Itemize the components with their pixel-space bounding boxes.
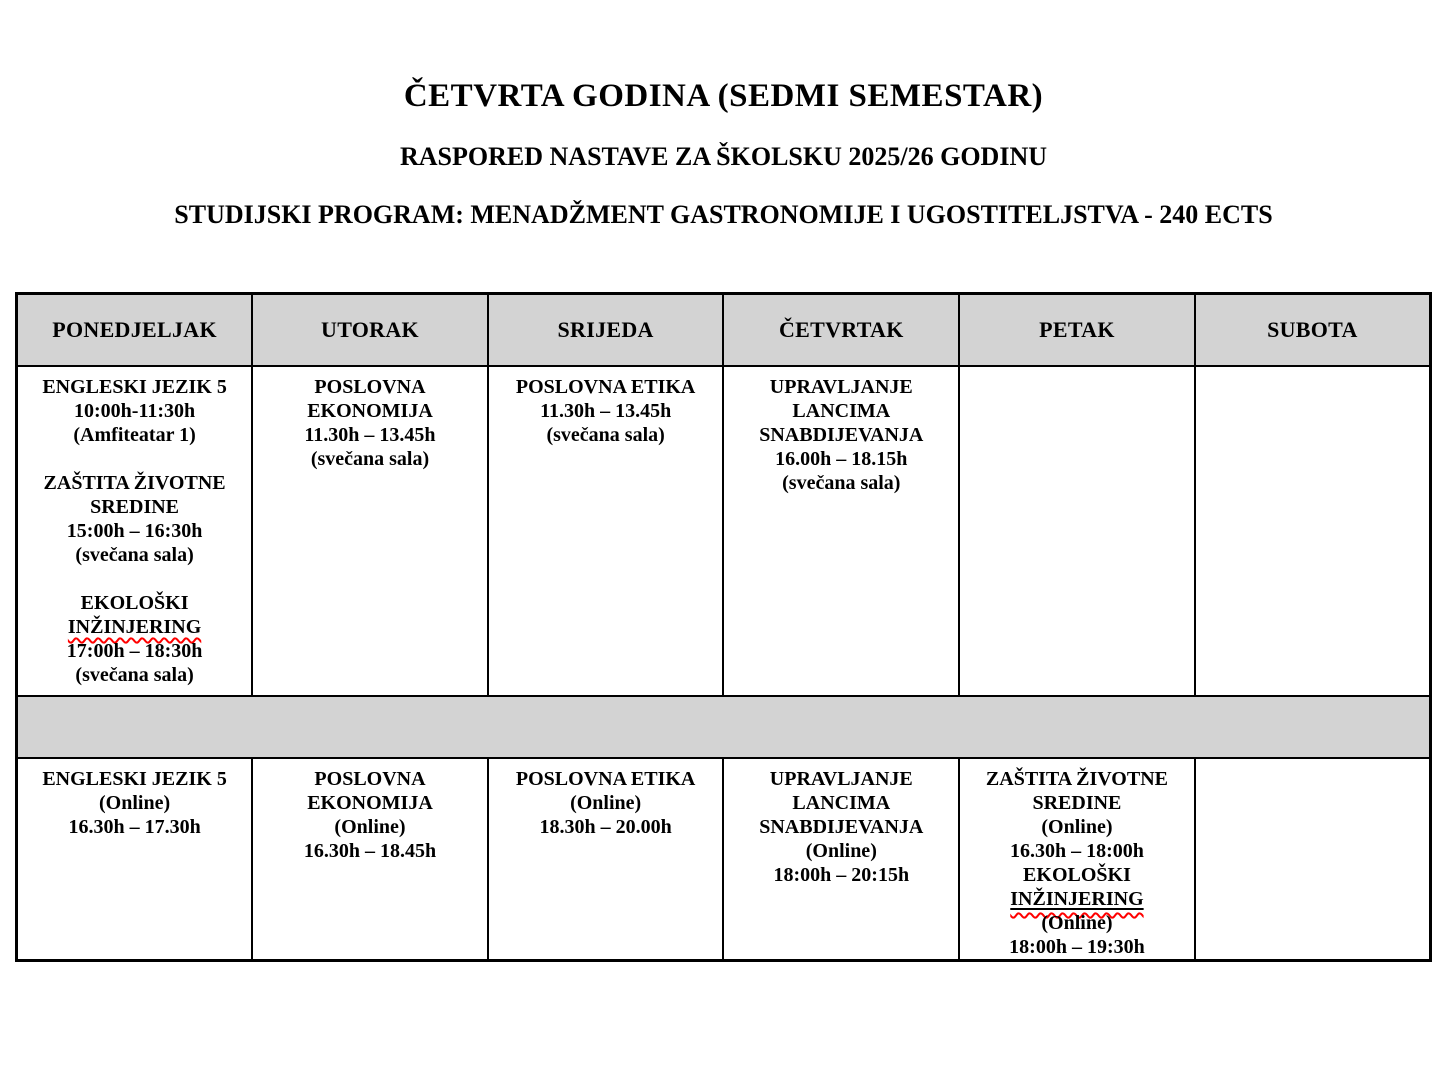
cell-line: UPRAVLJANJE bbox=[769, 376, 913, 398]
cell-ponedjeljak-onsite bbox=[17, 366, 253, 696]
program-title: STUDIJSKI PROGRAM: MENADŽMENT GASTRONOMIJE I UGOSTITELJSTVA - 240 ECTS bbox=[174, 200, 1273, 229]
cell-line: (Online) bbox=[1041, 816, 1113, 838]
cell-petak-onsite bbox=[959, 366, 1195, 696]
cell-line: 10:00h-11:30h bbox=[74, 400, 196, 422]
cell-line: (Online) bbox=[334, 816, 406, 838]
cell-line: (Online) bbox=[805, 840, 877, 862]
page-title: ČETVRTA GODINA (SEDMI SEMESTAR) bbox=[403, 78, 1044, 114]
day-header-row bbox=[17, 294, 1431, 367]
cell-line: EKOLOŠKI bbox=[80, 592, 189, 614]
cell-line: 18:00h – 19:30h bbox=[1009, 936, 1145, 958]
cell-line: EKONOMIJA bbox=[307, 792, 433, 814]
cell-line: EKOLOŠKI bbox=[1023, 864, 1131, 886]
cell-line: POSLOVNA ETIKA bbox=[515, 768, 696, 790]
day-header-cetvrtak: ČETVRTAK bbox=[723, 294, 959, 367]
cell-line: (Amfiteatar 1) bbox=[73, 424, 196, 446]
schedule-document-page bbox=[0, 77, 1447, 1072]
cell-line: ENGLESKI JEZIK 5 bbox=[42, 376, 227, 398]
cell-line: (svečana sala) bbox=[310, 448, 430, 470]
cell-line: SNABDIJEVANJA bbox=[759, 424, 924, 446]
cell-line: (Online) bbox=[1041, 912, 1113, 934]
cell-line: 18.30h – 20.00h bbox=[539, 816, 672, 838]
cell-line: EKONOMIJA bbox=[307, 400, 433, 422]
spellcheck-word bbox=[1010, 888, 1143, 910]
cell-line: ZAŠTITA ŽIVOTNE bbox=[43, 472, 226, 494]
day-header-subota: SUBOTA bbox=[1195, 294, 1431, 367]
cell-line: ZAŠTITA ŽIVOTNE bbox=[985, 768, 1168, 790]
cell-line: SNABDIJEVANJA bbox=[759, 816, 924, 838]
schedule-row-onsite bbox=[17, 366, 1431, 696]
cell-line: SREDINE bbox=[90, 496, 180, 518]
cell-cetvrtak-onsite bbox=[723, 366, 959, 696]
cell-line: UPRAVLJANJE bbox=[769, 768, 913, 790]
cell-srijeda-online bbox=[488, 758, 724, 961]
cell-line: ENGLESKI JEZIK 5 bbox=[42, 768, 227, 790]
cell-line: LANCIMA bbox=[792, 400, 891, 422]
cell-utorak-online bbox=[252, 758, 488, 961]
cell-line: (Online) bbox=[99, 792, 171, 814]
cell-line: (svečana sala) bbox=[782, 472, 901, 494]
cell-line bbox=[964, 887, 1190, 911]
cell-line: (svečana sala) bbox=[546, 424, 665, 446]
cell-line: POSLOVNA bbox=[314, 376, 426, 398]
cell-line: LANCIMA bbox=[792, 792, 891, 814]
cell-line: (svečana sala) bbox=[75, 544, 194, 566]
separator-cell bbox=[17, 696, 1431, 758]
cell-srijeda-onsite bbox=[488, 366, 724, 696]
day-header-petak: PETAK bbox=[959, 294, 1195, 367]
cell-line bbox=[22, 615, 247, 639]
separator-row bbox=[17, 696, 1431, 758]
cell-ponedjeljak-online bbox=[17, 758, 253, 961]
blank-line bbox=[22, 447, 247, 471]
schedule-row-online bbox=[17, 758, 1431, 961]
cell-utorak-onsite bbox=[252, 366, 488, 696]
cell-subota-online bbox=[1195, 758, 1431, 961]
cell-line: 15:00h – 16:30h bbox=[66, 520, 203, 542]
day-header-utorak: UTORAK bbox=[252, 294, 488, 367]
cell-petak-online bbox=[959, 758, 1195, 961]
schedule-table bbox=[15, 292, 1432, 962]
cell-line: 11.30h – 13.45h bbox=[304, 424, 436, 446]
cell-line: 16.00h – 18.15h bbox=[775, 448, 908, 470]
cell-line: 18:00h – 20:15h bbox=[773, 864, 910, 886]
cell-line: POSLOVNA ETIKA bbox=[515, 376, 696, 398]
cell-line: 16.30h – 17.30h bbox=[68, 816, 201, 838]
cell-cetvrtak-online bbox=[723, 758, 959, 961]
cell-subota-onsite bbox=[1195, 366, 1431, 696]
blank-line bbox=[22, 567, 247, 591]
page-subtitle: RASPORED NASTAVE ZA ŠKOLSKU 2025/26 GODINU bbox=[400, 142, 1047, 171]
cell-line: (Online) bbox=[570, 792, 642, 814]
day-header-ponedjeljak: PONEDJELJAK bbox=[17, 294, 253, 367]
cell-line: 16.30h – 18:00h bbox=[1010, 840, 1144, 862]
cell-line: 17:00h – 18:30h bbox=[66, 640, 203, 662]
spellcheck-word: INŽINJERING bbox=[67, 616, 202, 638]
cell-line: (svečana sala) bbox=[75, 664, 194, 686]
cell-line: SREDINE bbox=[1032, 792, 1122, 814]
underlined-word: INŽINJERING bbox=[1010, 888, 1144, 910]
cell-line: POSLOVNA bbox=[314, 768, 426, 790]
cell-line: 16.30h – 18.45h bbox=[303, 840, 437, 862]
cell-line: 11.30h – 13.45h bbox=[540, 400, 672, 422]
day-header-srijeda: SRIJEDA bbox=[488, 294, 724, 367]
